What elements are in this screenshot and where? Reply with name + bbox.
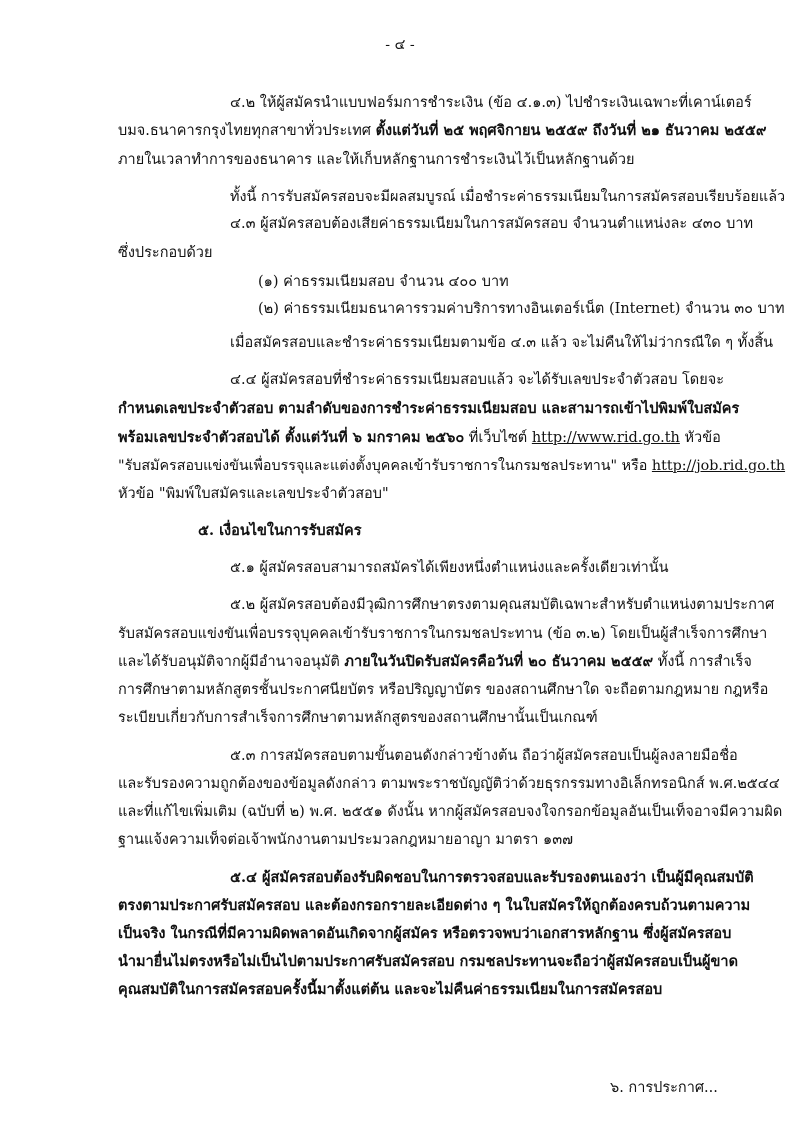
section-4-4-line-5: หัวข้อ "พิมพ์ใบสมัครและเลขประจำตัวสอบ" [118,486,389,502]
next-page-reference: ๖. การประกาศ... [610,1080,718,1096]
page-number: - ๔ - [385,37,415,53]
approval-text: และได้รับอนุมัติจากผู้มีอำนาจอนุมัติ [118,654,345,670]
section-4-3-line-1: ๔.๓ ผู้สมัครสอบต้องเสียค่าธรรมเนียมในการสมัครสอบ จำนวนตำแหน่งละ ๔๓๐ บาท [230,216,754,232]
section-5-heading: ๕. เงื่อนไขในการรับสมัคร [198,522,362,539]
fee-item-2: (๒) ค่าธรรมเนียมธนาคารรวมค่าบริการทางอินเตอร์เน็ต (Internet) จำนวน ๓๐ บาท [258,301,785,317]
website-text: ที่เว็บไซต์ [464,430,532,446]
topic-title: "รับสมัครสอบแข่งขันเพื่อบรรจุและแต่งตั้งบุคคลเข้ารับราชการในกรมชลประทาน" หรือ [118,458,652,474]
section-4-4-line-2: กำหนดเลขประจำตัวสอบ ตามลำดับของการชำระค่าธรรมเนียมสอบ และสามารถเข้าไปพิมพ์ใบสมัคร [118,400,740,417]
section-5-2-line-2: รับสมัครสอบแข่งขันเพื่อบรรจุบุคคลเข้ารับราชการในกรมชลประทาน (ข้อ ๓.๒) โดยเป็นผู้สำเร็จการศึกษา [118,626,768,642]
section-5-2-line-4: การศึกษาตามหลักสูตรชั้นประกาศนียบัตร หรือปริญญาบัตร ของสถานศึกษาใด จะถือตามกฎหมาย กฎหรือ [118,682,769,698]
section-4-4-line-1: ๔.๔ ผู้สมัครสอบที่ชำระค่าธรรมเนียมสอบแล้ว จะได้รับเลขประจำตัวสอบ โดยจะ [230,372,725,388]
section-5-3-line-2: และรับรองความถูกต้องของข้อมูลดังกล่าว ตามพระราชบัญญัติว่าด้วยธุรกรรมทางอิเล็กทรอนิกส์ พ.ศ.๒๕๔๔ [118,776,780,792]
section-4-2-line-3: ภายในเวลาทำการของธนาคาร และให้เก็บหลักฐานการชำระเงินไว้เป็นหลักฐานด้วย [118,152,635,168]
section-4-4-line-3 [118,431,721,446]
rid-website-link[interactable]: http://www.rid.go.th [531,430,680,446]
section-5-4-line-4: นำมายื่นไม่ตรงหรือไม่เป็นไปตามประกาศรับสมัครสอบ กรมชลประทานจะถือว่าผู้สมัครสอบเป็นผู้ขาด [118,953,738,970]
section-5-3-line-3: และที่แก้ไขเพิ่มเติม (ฉบับที่ ๒) พ.ศ. ๒๕๕๑ ดังนั้น หากผู้สมัครสอบจงใจกรอกข้อมูลอันเป็นเท็จอาจมีความผิด [118,804,783,820]
section-5-2-line-1: ๕.๒ ผู้สมัครสอบต้องมีวุฒิการศึกษาตรงตามคุณสมบัติเฉพาะสำหรับตำแหน่งตามประกาศ [230,597,775,613]
completion-note: ทั้งนี้ การรับสมัครสอบจะมีผลสมบูรณ์ เมื่อชำระค่าธรรมเนียมในการสมัครสอบเรียบร้อยแล้ว [230,189,786,205]
section-5-3-line-4: ฐานแจ้งความเท็จต่อเจ้าพนักงานตามประมวลกฎหมายอาญา มาตรา ๑๓๗ [118,832,574,848]
section-4-2-text: บมจ.ธนาคารกรุงไทยทุกสาขาทั่วประเทศ [118,123,376,139]
section-4-2-line-1: ๔.๒ ให้ผู้สมัครนำแบบฟอร์มการชำระเงิน (ข้อ ๔.๑.๓) ไปชำระเงินเฉพาะที่เคาน์เตอร์ [230,95,752,111]
section-4-2-line-2 [118,124,767,139]
section-5-3-line-1: ๕.๓ การสมัครสอบตามขั้นตอนดังกล่าวข้างต้น ถือว่าผู้สมัครสอบเป็นผู้ลงลายมือชื่อ [230,748,738,764]
topic-text: หัวข้อ [679,430,721,446]
fee-item-1: (๑) ค่าธรรมเนียมสอบ จำนวน ๔๐๐ บาท [258,274,509,290]
section-4-3-line-2: ซึ่งประกอบด้วย [118,245,213,261]
print-date: พร้อมเลขประจำตัวสอบได้ ตั้งแต่วันที่ ๖ มกราคม ๒๕๖๐ [118,429,465,446]
job-website-link[interactable]: http://job.rid.go.th [651,458,786,474]
section-5-2-line-3 [118,655,752,670]
no-refund-note: เมื่อสมัครสอบและชำระค่าธรรมเนียมตามข้อ ๔.๓ แล้ว จะไม่คืนให้ไม่ว่ากรณีใด ๆ ทั้งสิ้น [230,335,774,351]
payment-period: ตั้งแต่วันที่ ๒๕ พฤศจิกายน ๒๕๕๙ ถึงวันที่ ๒๑ ธันวาคม ๒๕๕๙ [375,122,767,139]
section-5-2-line-5: ระเบียบเกี่ยวกับการสำเร็จการศึกษาตามหลักสูตรของสถานศึกษานั้นเป็นเกณฑ์ [118,710,598,726]
section-4-4-line-4 [118,459,785,473]
section-5-4-line-1: ๕.๔ ผู้สมัครสอบต้องรับผิดชอบในการตรวจสอบและรับรองตนเองว่า เป็นผู้มีคุณสมบัติ [230,869,754,886]
graduation-text: ทั้งนี้ การสำเร็จ [653,654,752,670]
section-5-4-line-5: คุณสมบัติในการสมัครสอบครั้งนี้มาตั้งแต่ต้น และจะไม่คืนค่าธรรมเนียมในการสมัครสอบ [118,981,663,998]
section-5-1: ๕.๑ ผู้สมัครสอบสามารถสมัครได้เพียงหนึ่งตำแหน่งและครั้งเดียวเท่านั้น [230,560,669,576]
section-5-4-line-2: ตรงตามประกาศรับสมัครสอบ และต้องกรอกรายละเอียดต่าง ๆ ในใบสมัครให้ถูกต้องครบถ้วนตามความ [118,897,751,914]
section-5-4-line-3: เป็นจริง ในกรณีที่มีความผิดพลาดอันเกิดจากผู้สมัคร หรือตรวจพบว่าเอกสารหลักฐาน ซึ่งผู้สมัครสอบ [118,925,732,942]
closing-date: ภายในวันปิดรับสมัครคือวันที่ ๒๐ ธันวาคม ๒๕๕๙ [344,653,654,670]
